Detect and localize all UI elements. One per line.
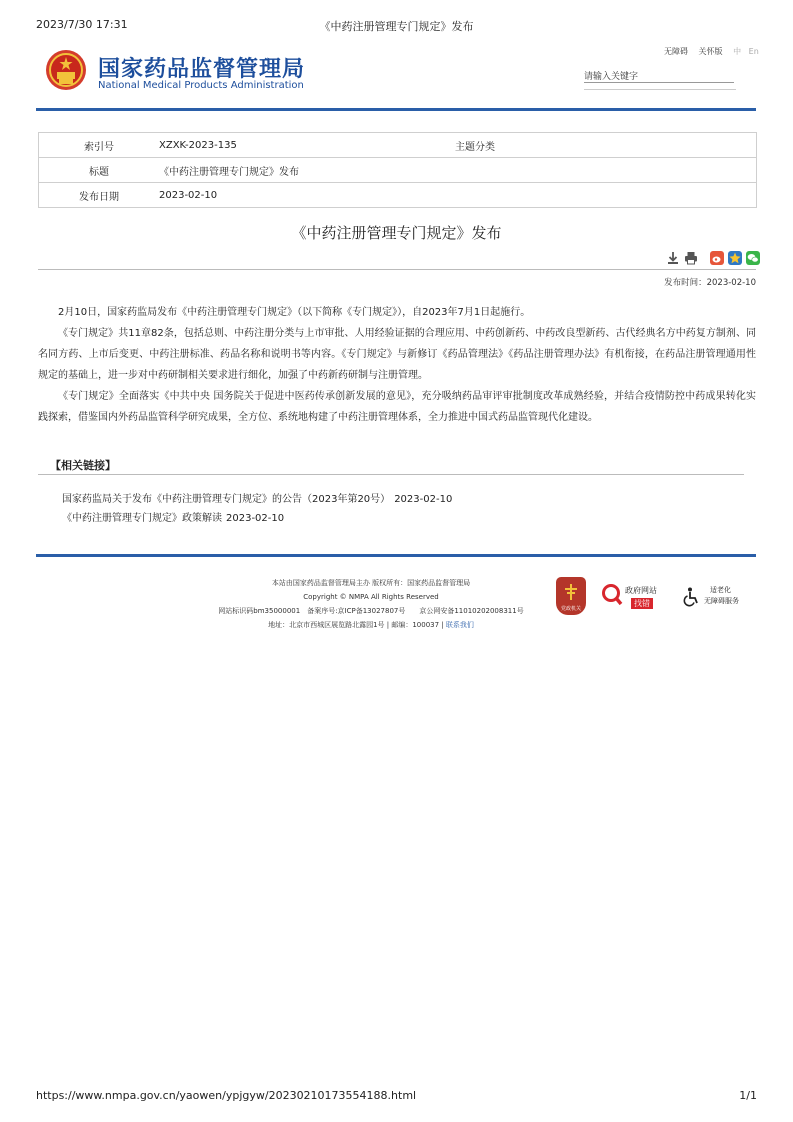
favorite-share-icon[interactable] — [728, 251, 742, 265]
related-link-item[interactable] — [62, 490, 452, 509]
footer-sponsor: 本站由国家药品监督管理局主办 版权所有：国家药品监督管理局 — [271, 579, 471, 587]
search-box — [584, 64, 734, 83]
meta-table — [38, 132, 757, 208]
meta-title-value: 《中药注册管理专门规定》发布 — [159, 166, 299, 178]
accessibility-link[interactable]: 无障碍 — [664, 47, 688, 56]
article-paragraph: 《专门规定》全面落实《中共中央 国务院关于促进中医药传承创新发展的意见》，充分吸纳药品审评审批制度改革成熟经验，并结合疫情防控中药成果转化实践探索，借鉴国内外药品监管科学研究成果，全方位、系统地构建了中药注册管理体系，全力推进中国式药品监管现代化建设。 — [38, 391, 756, 423]
magnifier-icon — [601, 583, 623, 607]
related-divider — [38, 474, 744, 475]
print-page-number: 1/1 — [739, 1089, 757, 1102]
accessibility-badge-line2: 无障碍服务 — [704, 597, 739, 605]
meta-row-date — [39, 183, 756, 207]
accessibility-badge-line1: 适老化 — [710, 586, 731, 594]
weibo-share-icon[interactable] — [710, 251, 724, 265]
contact-us-link[interactable]: 联系我们 — [445, 621, 474, 629]
gov-badge-title: 政府网站 — [625, 586, 657, 595]
site-logo-title[interactable]: 国家药品监督管理局 — [98, 57, 306, 82]
publish-time: 发布时间：2023-02-10 — [664, 278, 756, 288]
related-links-heading: 【相关链接】 — [50, 459, 116, 472]
wechat-share-icon[interactable] — [746, 251, 760, 265]
article-paragraph: 《专门规定》共11章82条，包括总则、中药注册分类与上市审批、人用经验证据的合理应用、中药创新药、中药改良型新药、古代经典名方中药复方制剂、同名同方药、上市后变更、中药注册标准、药品名称和说明书等内容。《专门规定》与新修订《药品管理法》《药品注册管理办法》有机衔接，在药品注册管理通用性规定的基础上，进一步对中药研制相关要求进行细化，加强了中药新药研制与注册管理。 — [38, 328, 756, 381]
print-icon[interactable] — [684, 251, 698, 265]
footer-address — [200, 618, 542, 632]
top-links — [664, 46, 764, 57]
meta-category-label: 主题分类 — [455, 141, 495, 153]
footer-copyright: Copyright © NMPA All Rights Reserved — [303, 593, 439, 601]
search-divider — [584, 89, 736, 90]
related-link-item[interactable] — [62, 509, 452, 528]
footer-registration: 网站标识码bm35000001 备案序号:京ICP备13027807号 京公网安备11010202008311号 — [218, 607, 524, 615]
meta-title-label: 标题 — [89, 166, 109, 178]
article-paragraph: 2月10日，国家药监局发布《中药注册管理专门规定》（以下简称《专门规定》），自2023年7月1日起施行。 — [58, 307, 531, 318]
meta-row-title — [39, 158, 756, 183]
header-divider — [36, 108, 756, 111]
party-emblem-icon — [563, 583, 579, 601]
footer-info — [200, 576, 542, 632]
print-datetime: 2023/7/30 17:31 — [36, 18, 128, 31]
meta-row-index — [39, 133, 756, 158]
search-input[interactable] — [584, 69, 734, 85]
wheelchair-icon — [682, 587, 700, 607]
meta-index-label: 索引号 — [84, 141, 114, 153]
lang-zh-link[interactable]: 中 — [733, 47, 742, 56]
print-title: 《中药注册管理专门规定》发布 — [319, 20, 474, 33]
print-url: https://www.nmpa.gov.cn/yaowen/ypjgyw/20230210173554188.html — [36, 1089, 417, 1102]
accessibility-badge[interactable] — [682, 585, 752, 611]
related-link-text[interactable]: 《中药注册管理专门规定》政策解读 — [62, 513, 222, 524]
gov-badge-action: 找错 — [631, 598, 653, 609]
article-title: 《中药注册管理专门规定》发布 — [291, 224, 502, 242]
meta-date-value: 2023-02-10 — [159, 189, 218, 201]
meta-date-label: 发布日期 — [79, 191, 119, 203]
meta-index-value: XZXK-2023-135 — [159, 139, 237, 151]
share-toolbar — [666, 251, 760, 265]
download-icon[interactable] — [666, 251, 680, 265]
elderly-mode-link[interactable]: 关怀版 — [698, 47, 723, 56]
accessibility-badge-text — [704, 585, 739, 607]
footer-divider — [36, 554, 756, 557]
site-logo-subtitle: National Medical Products Administration — [98, 80, 304, 91]
related-link-date: 2023-02-10 — [226, 513, 285, 524]
party-badge-label: 党政机关 — [560, 606, 581, 612]
related-link-date: 2023-02-10 — [394, 494, 453, 505]
title-divider — [38, 269, 756, 270]
party-gov-badge[interactable] — [556, 577, 586, 615]
footer-address-text: 地址：北京市西城区展览路北露园1号 | 邮编：100037 | — [268, 621, 446, 629]
gov-website-error-badge[interactable] — [601, 583, 671, 611]
lang-en-link[interactable]: En — [748, 47, 759, 56]
article-body — [38, 302, 756, 428]
related-links-list — [62, 490, 452, 528]
related-link-text[interactable]: 国家药监局关于发布《中药注册管理专门规定》的公告（2023年第20号） — [62, 494, 391, 505]
national-emblem-icon[interactable] — [44, 48, 88, 92]
